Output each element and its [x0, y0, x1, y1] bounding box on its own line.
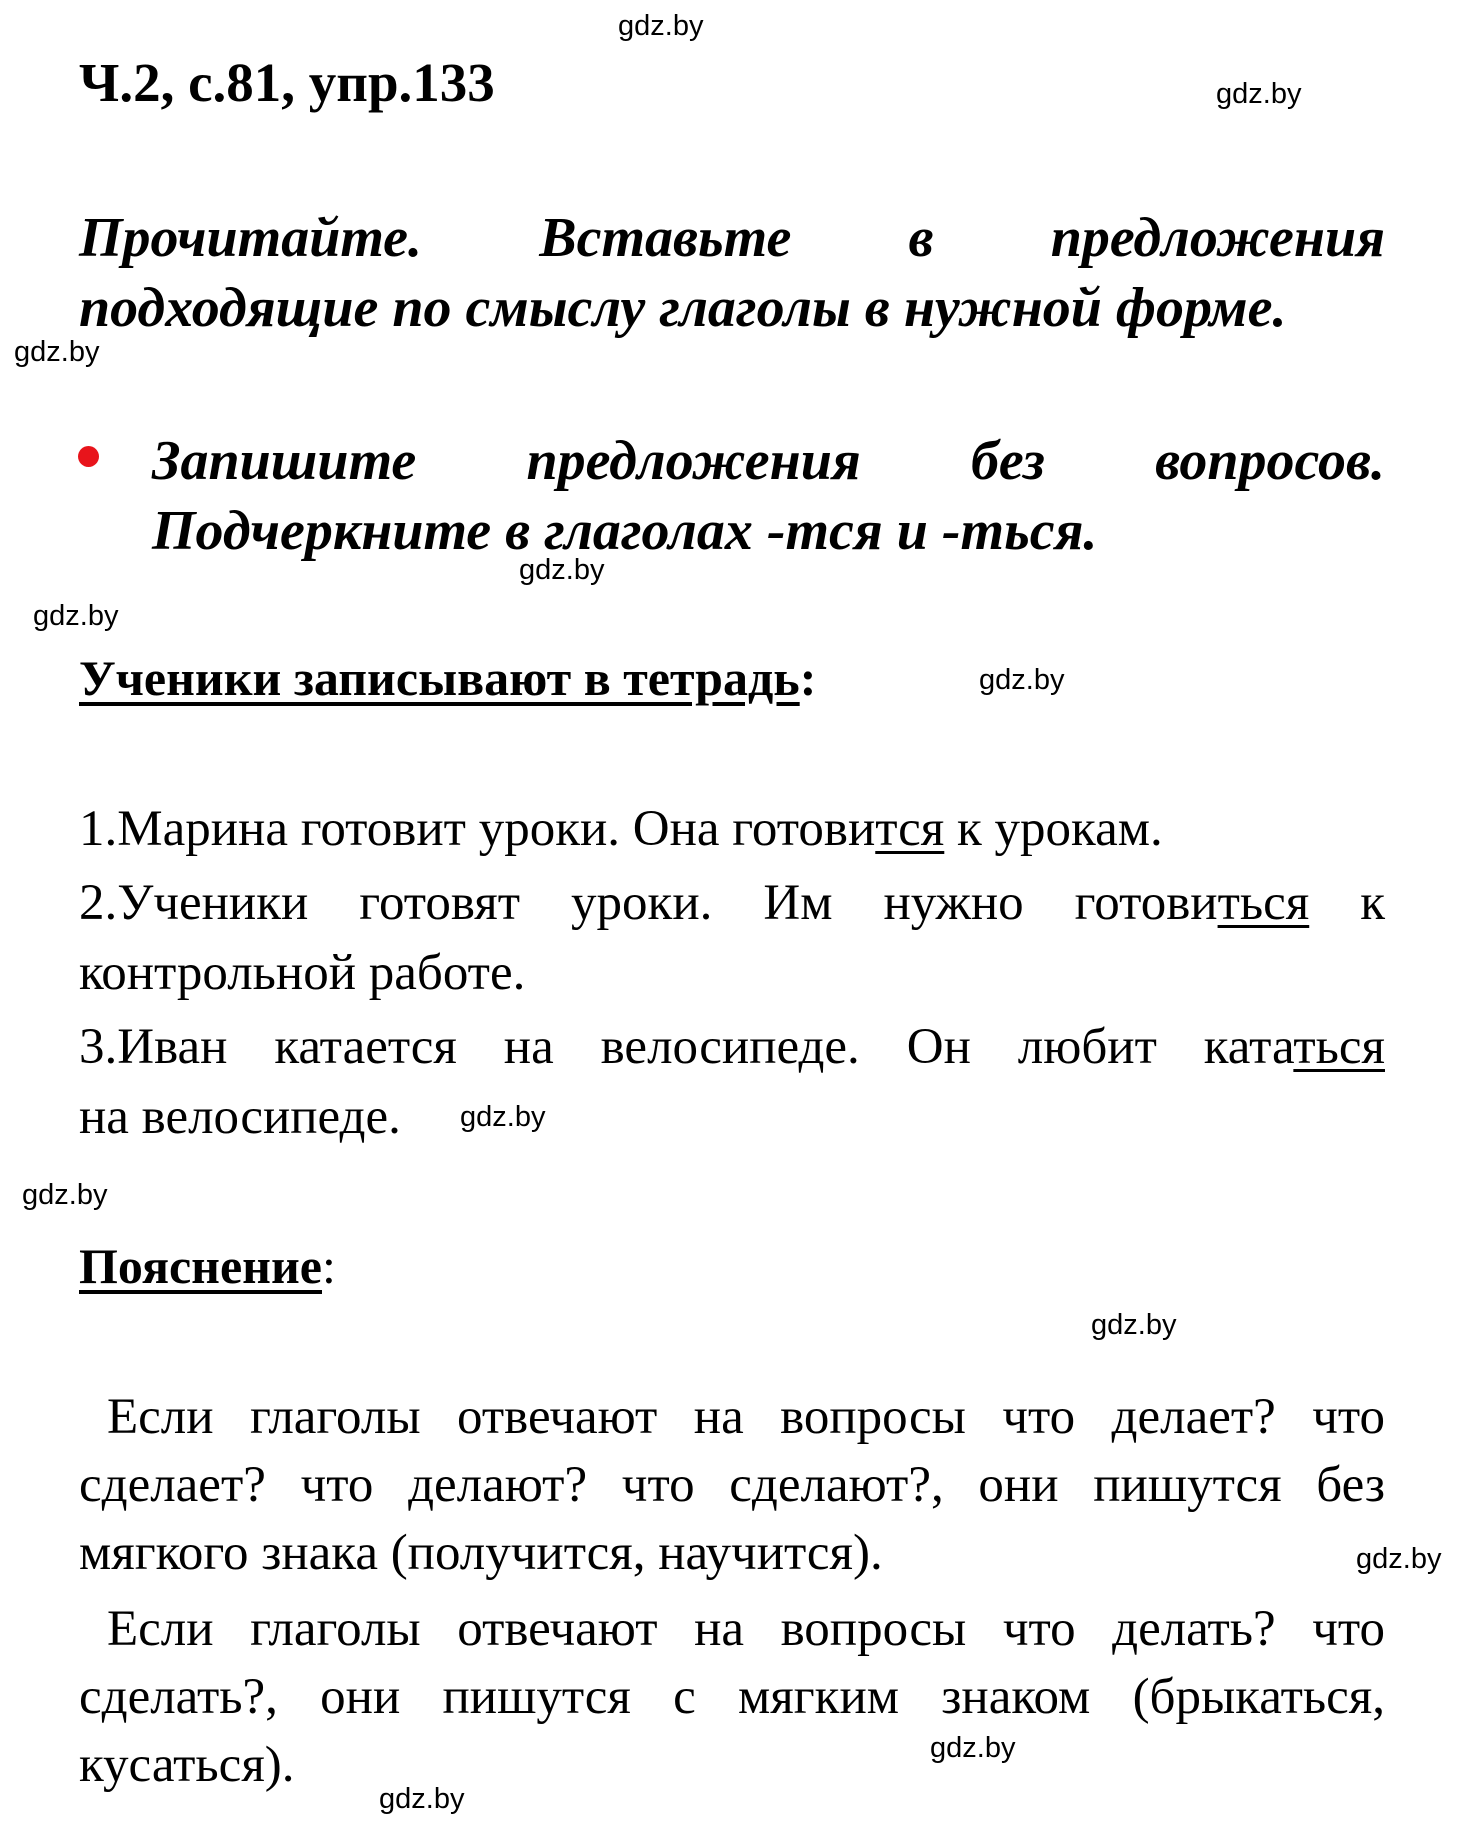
answer-ending-underlined: тся	[875, 801, 945, 857]
explanation-line: кусаться).	[79, 1737, 295, 1793]
subtask-line-1: Запишите предложения без вопросов.	[152, 430, 1385, 492]
watermark: gdz.by	[379, 1783, 465, 1815]
explanation-paragraph	[79, 1595, 1385, 1799]
answer-text: Ученики готовят уроки. Им нужно готови	[117, 875, 1218, 931]
answer-ending-underlined: ться	[1293, 1019, 1385, 1075]
answer-number: 1.	[79, 801, 118, 857]
task-line-1: Прочитайте. Вставьте в предложения	[79, 207, 1385, 269]
watermark: gdz.by	[1356, 1543, 1442, 1575]
task-line-2: подходящие по смыслу глаголы в нужной форме.	[79, 277, 1287, 339]
answer-item	[79, 1012, 1385, 1152]
task-instruction	[79, 203, 1385, 343]
watermark: gdz.by	[618, 10, 704, 42]
watermark: gdz.by	[33, 600, 119, 632]
watermark: gdz.by	[22, 1179, 108, 1211]
explanation-body	[79, 1383, 1385, 1799]
notebook-heading-text: Ученики записывают в тетрадь	[79, 650, 800, 706]
explanation-paragraph	[79, 1383, 1385, 1587]
explanation-line: сделать?, они пишутся с мягким знаком (брыкаться,	[79, 1669, 1385, 1725]
answer-item	[79, 868, 1385, 1008]
answer-text: Марина готовит уроки. Она готови	[117, 801, 876, 857]
answer-text: на велосипеде.	[79, 1089, 401, 1145]
answer-text: Иван катается на велосипеде. Он любит ката	[117, 1019, 1294, 1075]
explanation-line: мягкого знака (получится, научится).	[79, 1525, 883, 1581]
watermark: gdz.by	[460, 1101, 546, 1133]
notebook-heading	[79, 648, 816, 708]
bullet-icon	[78, 446, 99, 467]
answer-text: к	[1309, 875, 1385, 931]
notebook-heading-colon: :	[799, 650, 817, 706]
explanation-line: Если глаголы отвечают на вопросы что делает? что	[107, 1389, 1385, 1445]
subtask-line-2: Подчеркните в глаголах -тся и -ться.	[152, 500, 1098, 562]
answers-list	[79, 794, 1385, 1156]
watermark: gdz.by	[930, 1732, 1016, 1764]
answer-number: 2.	[79, 875, 118, 931]
explanation-heading-colon: :	[322, 1238, 336, 1294]
watermark: gdz.by	[1216, 78, 1302, 110]
subtask-instruction	[152, 426, 1385, 566]
page-title: Ч.2, с.81, упр.133	[79, 52, 495, 113]
answer-text: контрольной работе.	[79, 945, 526, 1001]
watermark: gdz.by	[14, 336, 100, 368]
answer-ending-underlined: ться	[1217, 875, 1310, 931]
explanation-line: сделает? что делают? что сделают?, они пишутся без	[79, 1457, 1385, 1513]
watermark: gdz.by	[519, 554, 605, 586]
answer-number: 3.	[79, 1019, 118, 1075]
answer-text: к урокам.	[944, 801, 1163, 857]
answer-line	[79, 868, 1385, 938]
answer-line	[79, 1012, 1385, 1082]
explanation-heading-text: Пояснение	[79, 1238, 322, 1294]
watermark: gdz.by	[1091, 1309, 1177, 1341]
watermark: gdz.by	[979, 664, 1065, 696]
answer-item	[79, 794, 1385, 864]
explanation-line: Если глаголы отвечают на вопросы что делать? что	[107, 1601, 1385, 1657]
explanation-heading	[79, 1236, 336, 1296]
